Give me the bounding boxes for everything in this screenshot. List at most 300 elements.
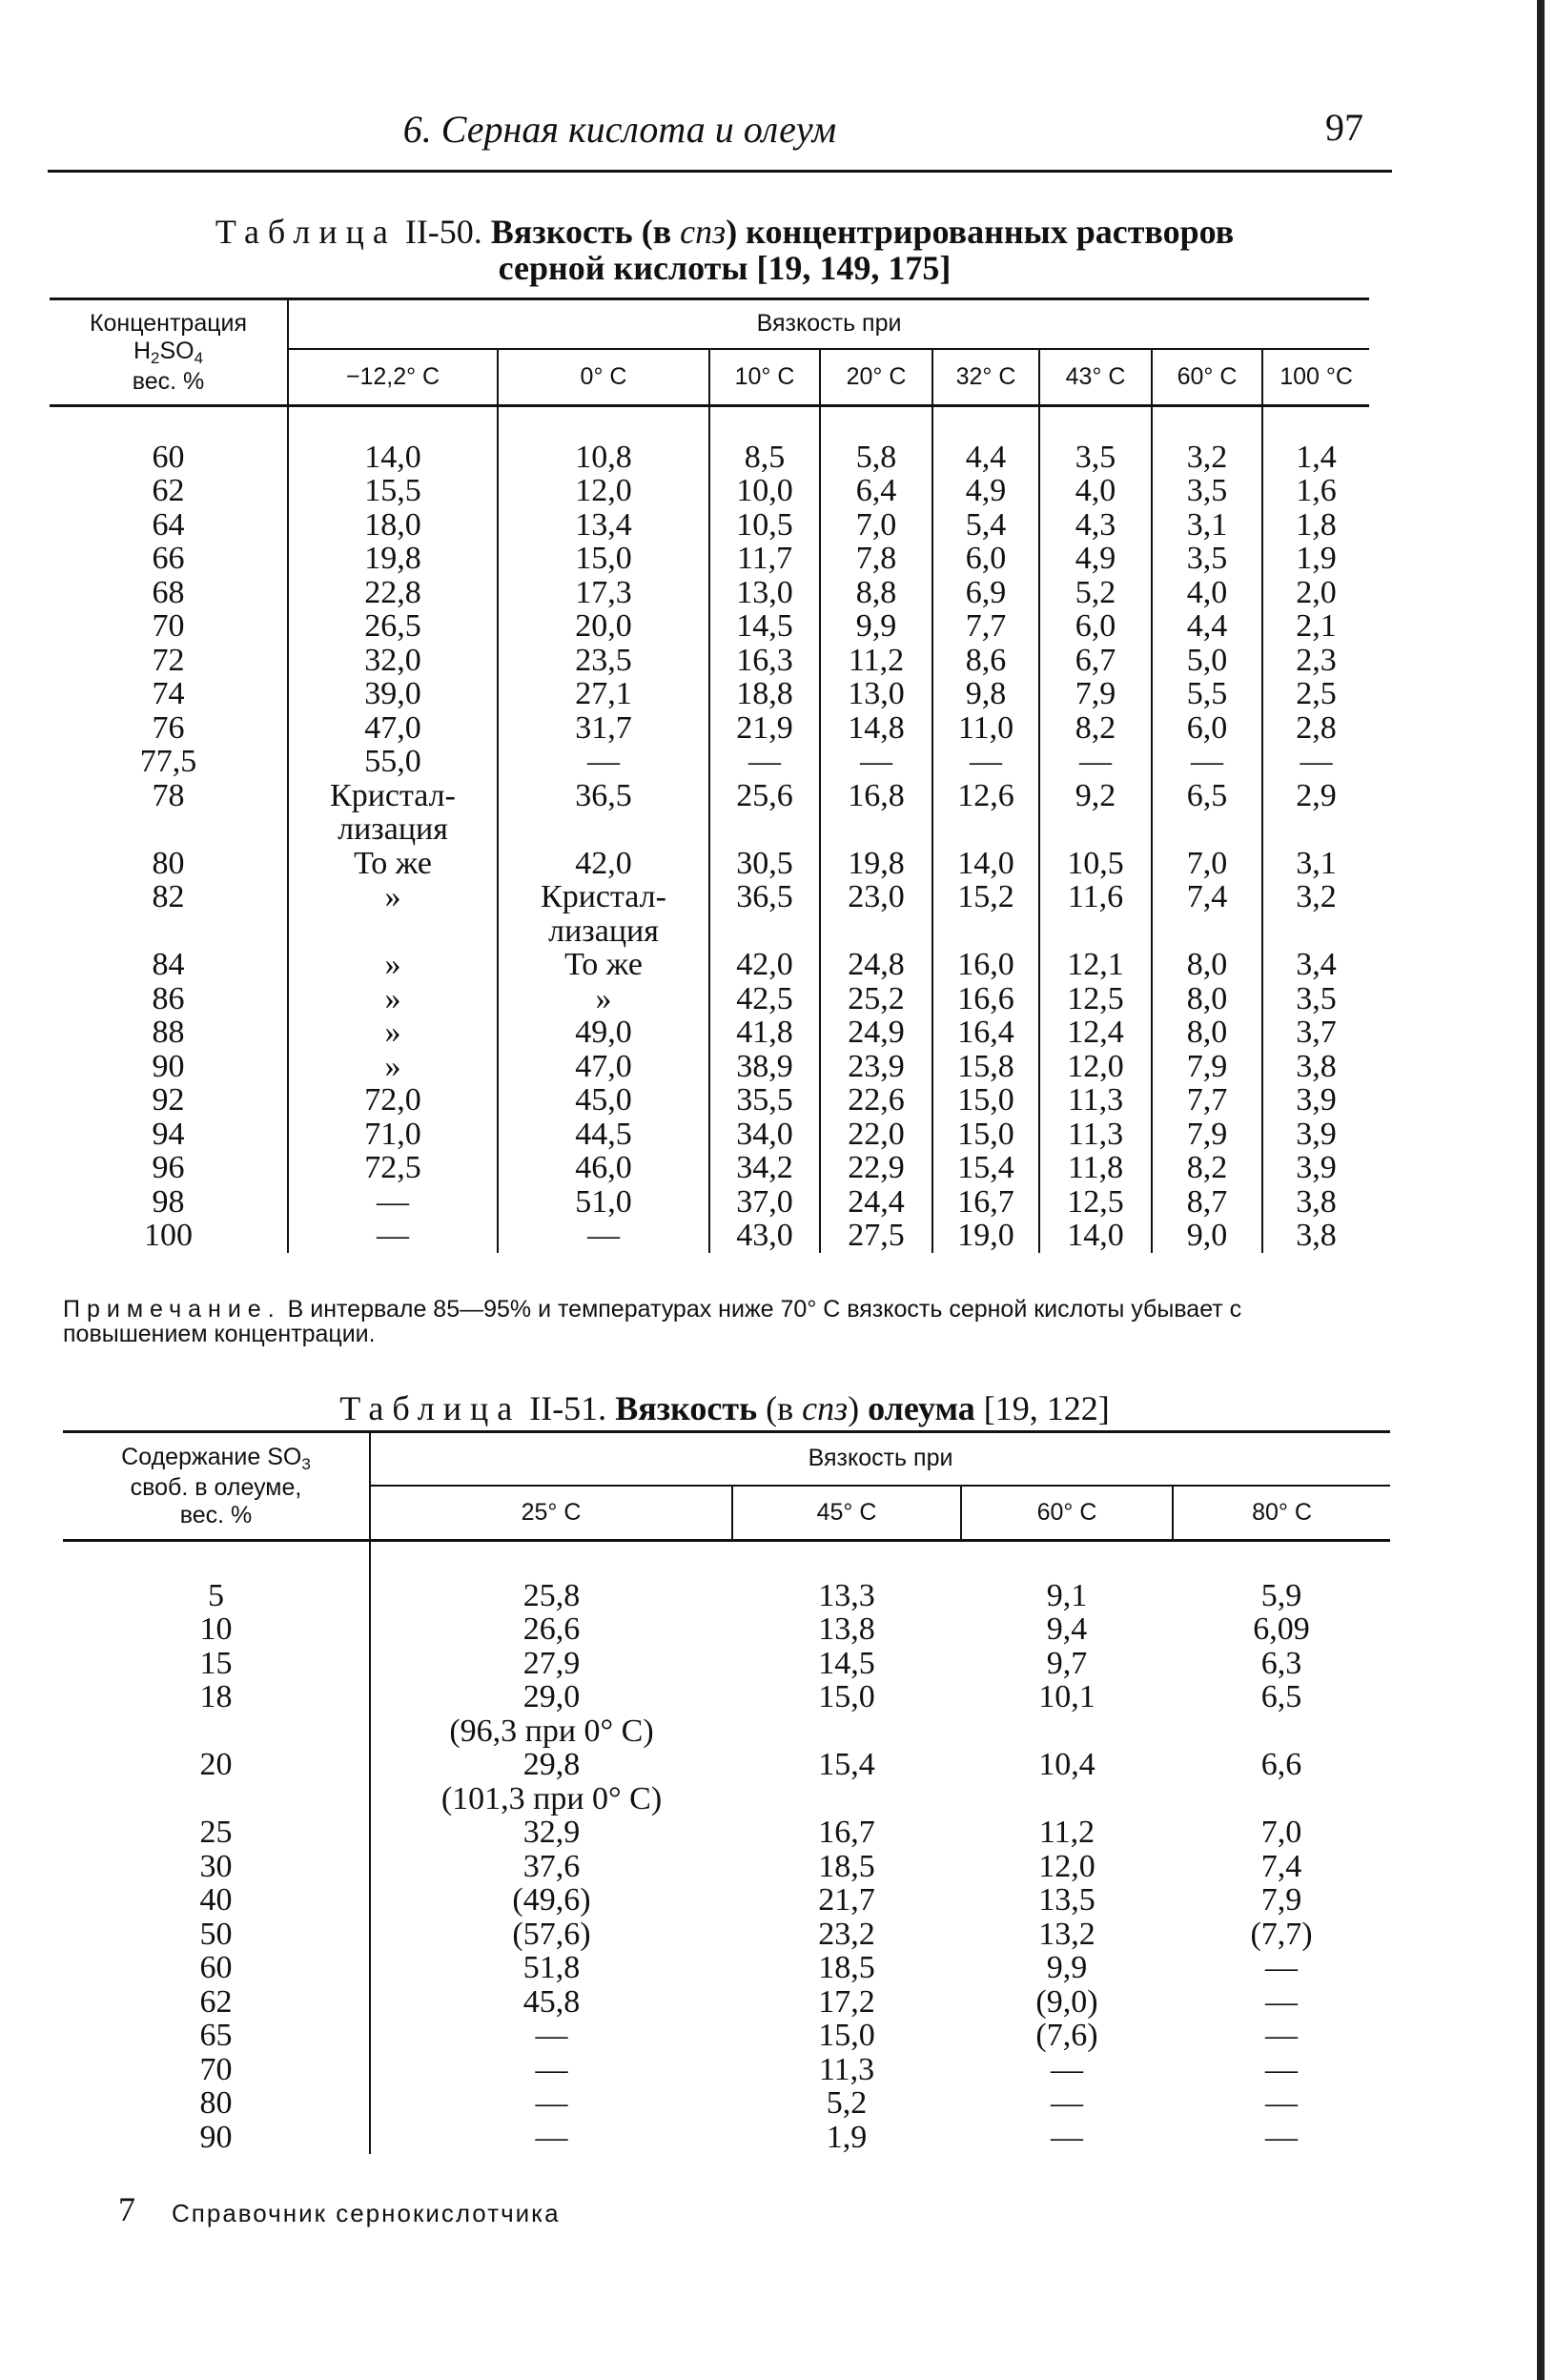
table-cell: 9,9 xyxy=(1046,1950,1088,1985)
table-cell: 8,7 xyxy=(1186,1183,1228,1220)
table2-col-header: 60° С xyxy=(961,1486,1173,1541)
table-cell: — xyxy=(377,1183,409,1220)
table-cell: 7,0 xyxy=(855,506,897,543)
so-letters: SO xyxy=(159,337,194,364)
table-cell: — xyxy=(1191,744,1223,779)
table-cell: 4,9 xyxy=(965,473,1007,508)
table-cell: 29,8 xyxy=(522,1747,581,1782)
table-cell: 3,2 xyxy=(1186,439,1228,475)
table-cell: 6,4 xyxy=(855,473,897,508)
table-cell: 32,0 xyxy=(364,642,421,678)
table-cell: » xyxy=(384,879,401,914)
table-cell: 23,2 xyxy=(818,1916,875,1952)
table-cell: 16,4 xyxy=(957,1015,1014,1050)
table-cell: 49,0 xyxy=(575,1015,632,1050)
table-cell: 15,5 xyxy=(364,473,421,508)
table-cell xyxy=(933,812,1038,847)
table-cell: 13,8 xyxy=(818,1611,875,1647)
table-cell: » xyxy=(595,980,612,1016)
table1-col-header: 10° С xyxy=(709,349,820,406)
table-cell: 9,8 xyxy=(965,676,1007,711)
table-cell: 60 xyxy=(152,439,185,475)
page-number: 97 xyxy=(1325,106,1363,149)
table-cell: 78 xyxy=(152,777,185,813)
table-cell: 12,0 xyxy=(1067,1048,1124,1084)
table-cell: 6,0 xyxy=(1075,608,1116,644)
table-cell xyxy=(63,1714,369,1749)
table-cell xyxy=(1040,812,1151,847)
table-cell: 5,2 xyxy=(826,2085,868,2121)
table1-caption-number: II-50. xyxy=(404,213,482,251)
table1-col-header: 32° С xyxy=(932,349,1039,406)
table1-caption-line2: серной кислоты [19, 149, 175] xyxy=(498,249,952,287)
table1-col-32 xyxy=(932,441,1039,1253)
table-cell: 11,8 xyxy=(1067,1150,1124,1185)
table-cell: 14,8 xyxy=(848,709,905,746)
table-cell: 22,9 xyxy=(848,1150,905,1185)
table1-col-concentration xyxy=(50,441,288,1253)
table-cell xyxy=(710,914,819,949)
table-cell xyxy=(933,914,1038,949)
table-cell: 9,2 xyxy=(1075,777,1116,813)
table-cell: То же xyxy=(564,947,643,982)
table-cell: 11,3 xyxy=(818,2051,875,2087)
table-cell: 14,0 xyxy=(1067,1218,1124,1253)
table-cell xyxy=(499,812,708,847)
table1-head-concentration xyxy=(50,299,288,406)
table-cell xyxy=(710,812,819,847)
table-cell: 8,0 xyxy=(1186,980,1228,1016)
table-cell: 1,9 xyxy=(826,2119,868,2155)
table-cell: 7,0 xyxy=(1186,845,1228,881)
table-cell: 15,0 xyxy=(575,541,632,576)
table-cell: 24,9 xyxy=(848,1015,905,1050)
table-cell: 10,8 xyxy=(575,439,632,475)
table-cell: » xyxy=(384,980,401,1016)
table-cell: 10,1 xyxy=(1038,1679,1095,1714)
table-cell xyxy=(1173,1714,1390,1749)
table-cell: 11,3 xyxy=(1067,1082,1124,1118)
table-cell: 2,0 xyxy=(1296,574,1337,610)
table1-col-header: 43° С xyxy=(1039,349,1152,406)
table-cell: 19,8 xyxy=(848,845,905,881)
table-cell: — xyxy=(1265,1950,1299,1985)
table-cell: 51,8 xyxy=(522,1950,581,1985)
table-cell: 4,9 xyxy=(1075,541,1116,576)
table-cell xyxy=(821,914,932,949)
table-cell: 51,0 xyxy=(575,1183,632,1220)
table-cell: 13,5 xyxy=(1038,1882,1095,1918)
table-cell: 23,0 xyxy=(848,879,905,914)
table-cell: 1,4 xyxy=(1296,439,1337,475)
table-cell: 72,0 xyxy=(364,1082,421,1118)
table-cell: 6,0 xyxy=(1186,709,1228,746)
table-cell: 2,5 xyxy=(1296,676,1337,711)
table2-col-80 xyxy=(1173,1579,1390,2155)
so3-sub: 3 xyxy=(301,1454,311,1473)
table2-col-header: 25° С xyxy=(521,1498,582,1526)
table-cell: 25,6 xyxy=(736,777,793,813)
table-cell: » xyxy=(384,1048,401,1084)
table-cell: 6,9 xyxy=(965,574,1007,610)
note-label: Примечание. xyxy=(63,1296,281,1323)
table-cell: 94 xyxy=(152,1116,185,1152)
table-cell: 90 xyxy=(152,1048,185,1084)
table-cell: 18,0 xyxy=(364,506,421,543)
table1-head-group: Вязкость при xyxy=(288,299,1369,349)
table-cell: 24,8 xyxy=(848,947,905,982)
table-cell: 6,6 xyxy=(1260,1747,1302,1782)
table-cell: 9,9 xyxy=(855,608,897,644)
table-cell: 47,0 xyxy=(364,709,421,746)
table-cell: 3,8 xyxy=(1296,1183,1337,1220)
table-cell: 42,0 xyxy=(736,947,793,982)
table-cell: 15,0 xyxy=(818,2018,875,2053)
so3-label: Содержание SO xyxy=(121,1443,302,1470)
table-cell: лизация xyxy=(338,811,448,847)
table-cell: 13,3 xyxy=(818,1577,875,1613)
table-cell: 5,8 xyxy=(855,439,897,475)
table-cell: 43,0 xyxy=(736,1218,793,1253)
table-cell: — xyxy=(1051,2085,1083,2121)
table-cell: 77,5 xyxy=(139,744,197,779)
table-cell: — xyxy=(1300,744,1333,779)
table-cell: 5,2 xyxy=(1075,574,1116,610)
table-cell: 7,4 xyxy=(1260,1848,1302,1884)
table-cell: 3,8 xyxy=(1296,1218,1337,1253)
table2-caption-prefix: Таблица xyxy=(339,1389,522,1427)
table-cell xyxy=(1263,914,1369,949)
table-cell: 15,0 xyxy=(957,1082,1014,1118)
table-cell: 12,0 xyxy=(575,473,632,508)
table-cell: 21,7 xyxy=(818,1882,875,1918)
table-cell: 65 xyxy=(199,2018,233,2053)
table1-col-header: 20° С xyxy=(820,349,932,406)
table-cell: (7,6) xyxy=(1035,2018,1098,2053)
table-cell: 41,8 xyxy=(736,1015,793,1050)
table-cell: 15 xyxy=(199,1645,233,1681)
table-cell: 11,3 xyxy=(1067,1116,1124,1152)
table-cell: — xyxy=(377,1218,409,1253)
table-cell xyxy=(1173,1782,1390,1816)
table-cell: 12,1 xyxy=(1067,947,1124,982)
table-cell: 25,2 xyxy=(848,980,905,1016)
table-cell: 30,5 xyxy=(736,845,793,881)
table-cell: 32,9 xyxy=(522,1815,581,1850)
table-cell: 5,0 xyxy=(1186,642,1228,678)
table-cell: 6,3 xyxy=(1260,1645,1302,1681)
table2-col-header: 45° С xyxy=(732,1486,961,1541)
table-cell: 25 xyxy=(199,1815,233,1850)
table-cell: 18 xyxy=(199,1679,233,1714)
table2-caption-mid2: ) xyxy=(848,1389,869,1427)
table-cell: 10,5 xyxy=(736,506,793,543)
table-cell: 11,2 xyxy=(848,642,905,678)
table-cell: 4,3 xyxy=(1075,506,1116,543)
table-cell: 16,6 xyxy=(957,980,1014,1016)
table-cell: 1,8 xyxy=(1296,506,1337,543)
table1-caption-prefix: Таблица xyxy=(215,213,397,251)
note-text: В интервале 85—95% и температурах ниже 70° С вязкость серной кислоты убывает с повышением концентрации. xyxy=(63,1296,1242,1347)
h-sub: 2 xyxy=(151,348,160,367)
table-cell: 26,5 xyxy=(364,608,421,644)
table2-head-so3-line2: своб. в олеуме, xyxy=(130,1473,302,1501)
table-cell: 72,5 xyxy=(364,1150,421,1185)
table-cell: — xyxy=(1265,2018,1299,2053)
table2-head-so3 xyxy=(63,1432,370,1541)
table-cell: 6,7 xyxy=(1075,642,1116,678)
o-sub: 4 xyxy=(194,348,204,367)
table-cell: 36,5 xyxy=(575,777,632,813)
table2-col-header: 80° С xyxy=(1173,1486,1390,1541)
table-cell: 45,0 xyxy=(575,1082,632,1118)
table-cell: лизация xyxy=(548,913,659,949)
table-cell: 100 xyxy=(144,1218,193,1253)
table-cell: 35,5 xyxy=(736,1082,793,1118)
table-cell: 88 xyxy=(152,1015,185,1050)
table-cell: 66 xyxy=(152,541,185,576)
table-cell: 15,0 xyxy=(957,1116,1014,1152)
table1-col-header: 0° С xyxy=(498,349,709,406)
table-cell: 10,0 xyxy=(736,473,793,508)
table-cell: 70 xyxy=(199,2051,233,2087)
table-cell: 7,7 xyxy=(1186,1082,1228,1118)
table-cell: 12,5 xyxy=(1067,980,1124,1016)
table-cell: 38,9 xyxy=(736,1048,793,1084)
table-cell: » xyxy=(384,947,401,982)
table1-col-header: 100 °С xyxy=(1262,349,1369,406)
table1-col-10 xyxy=(709,441,820,1253)
table-cell: 4,4 xyxy=(1186,608,1228,644)
table-cell: 29,0 xyxy=(522,1679,581,1714)
table1-head-conc-line3: вес. % xyxy=(132,367,205,395)
table-cell xyxy=(1040,914,1151,949)
table2-caption-mid: (в xyxy=(757,1389,803,1427)
table-cell: 15,8 xyxy=(957,1048,1014,1084)
table-cell: 3,2 xyxy=(1296,879,1337,914)
table-cell: 19,8 xyxy=(364,541,421,576)
table-cell: 8,0 xyxy=(1186,1015,1228,1050)
table-cell: 27,1 xyxy=(575,676,632,711)
table-cell: — xyxy=(535,2119,568,2155)
table-cell: — xyxy=(535,2051,568,2087)
table-cell: 5,5 xyxy=(1186,676,1228,711)
table-cell: 62 xyxy=(199,1983,233,2020)
table-cell: 3,5 xyxy=(1296,980,1337,1016)
table-cell: 71,0 xyxy=(364,1116,421,1152)
table-cell: 2,9 xyxy=(1296,777,1337,813)
table-cell xyxy=(1153,914,1261,949)
table2-col-60 xyxy=(961,1579,1173,2155)
table-cell: 92 xyxy=(152,1082,185,1118)
table-cell: 17,3 xyxy=(575,574,632,610)
table-cell: 76 xyxy=(152,709,185,746)
table-cell: 3,7 xyxy=(1296,1015,1337,1050)
table-cell: 11,2 xyxy=(1038,1815,1095,1850)
table-cell: 13,0 xyxy=(848,676,905,711)
table-cell: 60 xyxy=(199,1950,233,1985)
table-cell: 12,0 xyxy=(1038,1848,1095,1884)
table-cell: — xyxy=(587,744,620,779)
table-cell: 13,0 xyxy=(736,574,793,610)
table-cell: 20 xyxy=(199,1747,233,1782)
table-cell: 15,0 xyxy=(818,1679,875,1714)
table-cell: 6,5 xyxy=(1260,1679,1302,1714)
table-cell: 74 xyxy=(152,676,185,711)
table-cell: » xyxy=(384,1015,401,1050)
table-cell xyxy=(961,1782,1173,1816)
table-cell: 8,0 xyxy=(1186,947,1228,982)
table-cell: 6,5 xyxy=(1186,777,1228,813)
table2-caption-number: II-51. xyxy=(529,1389,607,1427)
table-cell: 4,0 xyxy=(1186,574,1228,610)
table-cell: — xyxy=(535,2085,568,2121)
table-cell xyxy=(289,914,497,949)
table-cell: 3,9 xyxy=(1296,1150,1337,1185)
table-cell: 44,5 xyxy=(575,1116,632,1152)
table-cell: 1,9 xyxy=(1296,541,1337,576)
table-cell: 12,6 xyxy=(957,777,1014,813)
table-cell: 8,2 xyxy=(1075,709,1116,746)
table-cell: 16,8 xyxy=(848,777,905,813)
table1-col-100 xyxy=(1262,441,1369,1253)
table-cell: 31,7 xyxy=(575,709,632,746)
table-cell: 9,1 xyxy=(1046,1577,1088,1613)
table-cell: 19,0 xyxy=(957,1218,1014,1253)
table-cell: 13,2 xyxy=(1038,1916,1095,1952)
table-cell: 3,9 xyxy=(1296,1082,1337,1118)
table-cell: 50 xyxy=(199,1916,233,1952)
table-cell: (57,6) xyxy=(512,1916,591,1952)
table1-caption-unit: спз xyxy=(680,213,727,251)
signature-mark: 7 xyxy=(118,2190,135,2228)
table-cell: — xyxy=(1051,2051,1083,2087)
table-cell: 3,5 xyxy=(1186,541,1228,576)
table-cell: 3,1 xyxy=(1296,845,1337,881)
table-cell: 37,0 xyxy=(736,1183,793,1220)
table-cell: 2,1 xyxy=(1296,608,1337,644)
table-cell: 10,5 xyxy=(1067,845,1124,881)
table-cell: 23,9 xyxy=(848,1048,905,1084)
table2-col-45 xyxy=(732,1579,961,2155)
table-cell: 22,0 xyxy=(848,1116,905,1152)
table-cell: 7,4 xyxy=(1186,879,1228,914)
table2-caption-bold2: олеума xyxy=(868,1389,975,1427)
table2-head-so3-line3: вес. % xyxy=(179,1501,253,1529)
table-cell: 7,0 xyxy=(1260,1815,1302,1850)
table2-head-group: Вязкость при xyxy=(370,1432,1390,1486)
table-cell: Кристал- xyxy=(541,879,666,914)
table-cell: 3,1 xyxy=(1186,506,1228,543)
table-cell: — xyxy=(1265,1983,1299,2020)
table-cell xyxy=(1263,812,1369,847)
table-cell xyxy=(50,812,287,847)
table-cell: 5,9 xyxy=(1260,1577,1302,1613)
table1-head-conc-line1: Концентрация xyxy=(89,309,248,337)
table-cell: 10 xyxy=(199,1611,233,1647)
table-cell: Кристал- xyxy=(330,777,456,813)
table-cell: 3,5 xyxy=(1186,473,1228,508)
table1-col-header: −12,2° С xyxy=(345,362,440,390)
table-cell: 8,5 xyxy=(744,439,786,475)
table-cell: 5,4 xyxy=(965,506,1007,543)
table-cell xyxy=(63,1782,369,1816)
table-cell: (49,6) xyxy=(512,1882,591,1918)
table-cell: (9,0) xyxy=(1035,1983,1098,2020)
table-cell: 3,8 xyxy=(1296,1048,1337,1084)
table-cell: 12,4 xyxy=(1067,1015,1124,1050)
table-cell: 42,0 xyxy=(575,845,632,881)
table1-head-conc-line2 xyxy=(50,338,287,368)
table-cell: 18,5 xyxy=(818,1848,875,1884)
table-cell xyxy=(732,1782,961,1816)
table-cell: 24,4 xyxy=(848,1183,905,1220)
table1-col-header: 60° С xyxy=(1152,349,1262,406)
table-cell: 47,0 xyxy=(575,1048,632,1084)
table2-col-25 xyxy=(370,1579,732,2155)
table-cell: 11,6 xyxy=(1067,879,1124,914)
table-cell: 55,0 xyxy=(364,744,421,779)
table-cell: 16,3 xyxy=(736,642,793,678)
footer-book-title: Справочник сернокислотчика xyxy=(172,2199,561,2227)
table-cell: 80 xyxy=(199,2085,233,2121)
table-cell: 11,0 xyxy=(957,709,1014,746)
table-cell: — xyxy=(1265,2085,1299,2121)
table-cell: 7,9 xyxy=(1260,1882,1302,1918)
table-cell: 26,6 xyxy=(522,1611,581,1647)
table-cell: То же xyxy=(354,845,432,881)
table-cell: — xyxy=(535,2018,568,2053)
table-cell: 45,8 xyxy=(522,1983,581,2020)
table-cell: 2,8 xyxy=(1296,709,1337,746)
table-cell: 9,4 xyxy=(1046,1611,1088,1647)
table-cell: 14,0 xyxy=(364,439,421,475)
table-cell: — xyxy=(1265,2051,1299,2087)
table1-caption xyxy=(57,212,1392,252)
table-cell: 64 xyxy=(152,506,185,543)
table-cell: 12,5 xyxy=(1067,1183,1124,1220)
table-cell: 7,9 xyxy=(1186,1048,1228,1084)
table-cell: 15,4 xyxy=(957,1150,1014,1185)
table-cell: 39,0 xyxy=(364,676,421,711)
table-cell: 16,7 xyxy=(957,1183,1014,1220)
table-cell: — xyxy=(1265,2119,1299,2155)
table-cell: 30 xyxy=(199,1848,233,1884)
table-cell: (7,7) xyxy=(1250,1916,1313,1952)
table-cell: 86 xyxy=(152,980,185,1016)
table1-col-20 xyxy=(820,441,932,1253)
table-cell xyxy=(821,812,932,847)
table-cell: 14,5 xyxy=(818,1645,875,1681)
page-edge-shadow xyxy=(1537,0,1545,2380)
h-letter: H xyxy=(133,337,151,364)
table-cell: 98 xyxy=(152,1183,185,1220)
table-cell: 13,4 xyxy=(575,506,632,543)
table1-col-43 xyxy=(1039,441,1152,1253)
table-cell: 8,2 xyxy=(1186,1150,1228,1185)
table-cell: 80 xyxy=(152,845,185,881)
table-cell: — xyxy=(748,744,781,779)
table2-caption-refs: [19, 122] xyxy=(974,1389,1110,1427)
table-cell: 7,9 xyxy=(1186,1116,1228,1152)
table-cell: 14,0 xyxy=(957,845,1014,881)
table-cell: 6,0 xyxy=(965,541,1007,576)
table-cell: 15,2 xyxy=(957,879,1014,914)
table-cell: — xyxy=(970,744,1002,779)
table-cell: (96,3 при 0° С) xyxy=(449,1713,654,1749)
table-cell: 7,8 xyxy=(855,541,897,576)
table-cell: 70 xyxy=(152,608,185,644)
